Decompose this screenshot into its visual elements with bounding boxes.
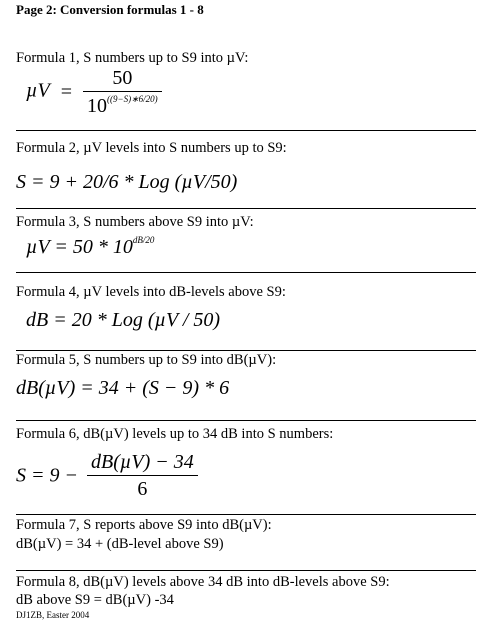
divider-1 xyxy=(16,130,476,131)
formula-6-heading: Formula 6, dB(µV) levels up to 34 dB into S numbers: xyxy=(16,426,334,442)
formula-6-lhs: S = 9 − xyxy=(16,464,78,487)
formula-1-den-exponent: ((9−S)∗6/20) xyxy=(107,94,158,104)
formula-1-lhs: µV xyxy=(26,79,50,102)
formula-2-expression: S = 9 + 20/6 * Log (µV/50) xyxy=(16,171,238,193)
footer-credit: DJ1ZB, Easter 2004 xyxy=(16,610,90,620)
formula-3-heading: Formula 3, S numbers above S9 into µV: xyxy=(16,214,254,230)
formula-3-exponent: dB/20 xyxy=(132,235,155,245)
divider-5 xyxy=(16,420,476,421)
formula-1-denominator xyxy=(83,92,162,116)
divider-4 xyxy=(16,350,476,351)
formula-2-equation xyxy=(16,172,237,192)
formula-5-equation xyxy=(16,378,229,398)
formula-5-expression: dB(µV) = 34 + (S − 9) * 6 xyxy=(16,377,230,399)
formula-1-numerator: 50 xyxy=(83,68,162,92)
divider-2 xyxy=(16,208,476,209)
formula-1-equation xyxy=(26,68,162,116)
formula-1-heading: Formula 1, S numbers up to S9 into µV: xyxy=(16,50,249,66)
divider-7 xyxy=(16,570,476,571)
formula-1-fraction xyxy=(83,68,162,116)
formula-7-heading: Formula 7, S reports above S9 into dB(µV): xyxy=(16,517,272,533)
formula-6-denominator: 6 xyxy=(137,478,148,500)
formula-3-equation xyxy=(26,236,154,257)
formula-4-equation xyxy=(26,310,220,330)
formula-6-fraction xyxy=(87,452,198,499)
formula-7-text: dB(µV) = 34 + (dB-level above S9) xyxy=(16,536,224,552)
formula-4-expression: dB = 20 * Log (µV / 50) xyxy=(26,309,221,331)
divider-6 xyxy=(16,514,476,515)
formula-2-heading: Formula 2, µV levels into S numbers up to S9: xyxy=(16,140,287,156)
formula-8-text: dB above S9 = dB(µV) -34 xyxy=(16,592,174,608)
formula-5-heading: Formula 5, S numbers up to S9 into dB(µV): xyxy=(16,352,277,368)
formula-3-expression: µV = 50 * 10 xyxy=(26,236,133,258)
formula-6-equation xyxy=(16,452,198,499)
formula-8-heading: Formula 8, dB(µV) levels above 34 dB into dB-levels above S9: xyxy=(16,574,390,590)
divider-3 xyxy=(16,272,476,273)
formula-6-numerator: dB(µV) − 34 xyxy=(87,452,198,476)
formula-1-equals: = xyxy=(60,81,73,103)
page-title: Page 2: Conversion formulas 1 - 8 xyxy=(16,2,204,17)
formula-4-heading: Formula 4, µV levels into dB-levels above S9: xyxy=(16,284,286,300)
formula-1-den-base: 10 xyxy=(87,95,108,117)
